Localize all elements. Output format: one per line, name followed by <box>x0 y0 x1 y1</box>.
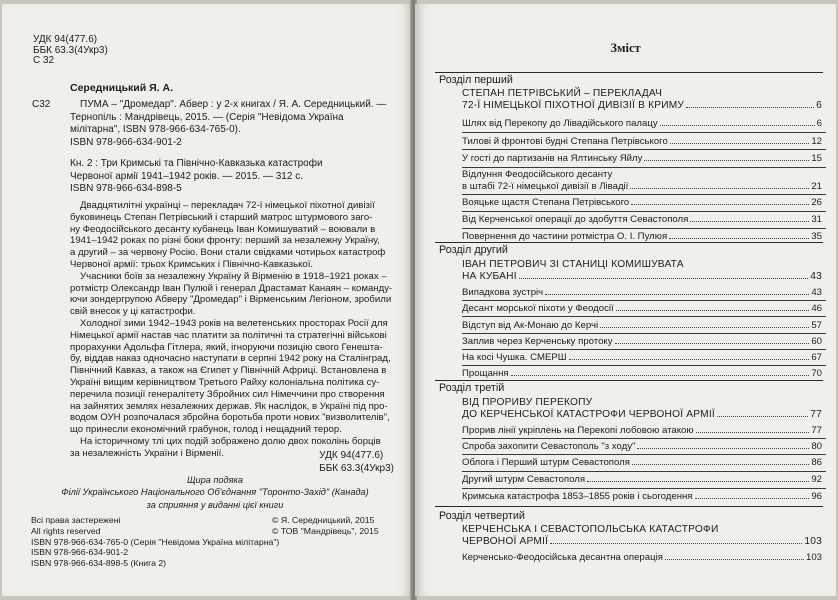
annotation-line: буковинець Степан Петрівський і старший матрос штурмового заго- <box>70 211 373 223</box>
annotation-line: що принесли економічний грабунок, голод і нещадний терор. <box>70 424 342 436</box>
section-title-line: НА КУБАНІ 43 <box>462 270 822 282</box>
annotation-line: перечила позиції генералітету Збройних сил Німеччини про створення <box>70 388 385 400</box>
rights-line: Всі права застережені <box>31 515 121 525</box>
annotation <box>70 200 392 460</box>
entry-divider <box>462 349 826 350</box>
section-heading: Розділ четвертий <box>439 510 525 522</box>
page-number: 15 <box>811 153 822 164</box>
author-mark: С 32 <box>33 55 55 67</box>
isbn-line: ISBN 978-966-634-898-5 (Книга 2) <box>31 558 167 569</box>
udk-code: УДК 94(477.6) <box>33 34 98 45</box>
toc-entry[interactable]: Відлуння Феодосійського десанту в штабі 72-ї німецької дивізії в Лівадії 21 <box>462 169 822 192</box>
toc-entry[interactable]: Облога і Перший штурм Севастополя 86 <box>462 457 822 468</box>
acknowledgement <box>20 474 410 511</box>
toc-entry[interactable]: Шлях від Перекопу до Лівадійського палацу 6 <box>462 118 822 129</box>
toc-entry[interactable]: Спроба захопити Севастополь "з ходу" 80 <box>462 441 822 452</box>
rights-line: All rights reserved <box>31 525 101 536</box>
contents-title: Зміст <box>610 41 641 55</box>
entry-divider <box>462 300 826 301</box>
entry-divider <box>462 132 826 133</box>
library-codes <box>33 34 108 66</box>
page-number: 12 <box>811 136 822 147</box>
toc-entry[interactable]: Повернення до частини ротмістра О. І. Пулюя 35 <box>462 231 822 242</box>
page-number: 43 <box>810 270 822 282</box>
toc-entry[interactable]: Керченсько-Феодосійська десантна операція 103 <box>462 552 822 563</box>
section-heading: Розділ другий <box>439 244 508 256</box>
annotation-line: за незалежність України і Вірменії. <box>70 447 224 459</box>
section-title-line: КЕРЧЕНСЬКА І СЕВАСТОПОЛЬСЬКА КАТАСТРОФИ <box>462 524 719 535</box>
entry-divider <box>462 488 826 489</box>
toc-entry[interactable]: Тилові й фронтові будні Степана Петрівського 12 <box>462 136 822 147</box>
section-rule <box>435 242 823 243</box>
section-title-line: ЧЕРВОНОЇ АРМІЇ 103 <box>462 535 822 547</box>
annotation-line: а другий – за червону Росію. Вони стали свідками чотирьох катастроф <box>70 247 386 259</box>
section-title <box>462 88 822 111</box>
page-number: 6 <box>816 118 822 129</box>
annotation-line: На історичному тлі цих подій зображено долю двох поколінь борців <box>80 435 381 447</box>
annotation-line: водом ОУН розпочалася збройна боротьба проти нових "визволителів", <box>70 412 390 424</box>
entry-divider <box>462 454 826 455</box>
section-rule <box>435 72 823 73</box>
contents-page <box>415 4 836 596</box>
page-number: 35 <box>811 231 822 242</box>
rights-block <box>31 515 279 569</box>
entry-line: ISBN 978-966-634-901-2 <box>70 136 182 148</box>
annotation-line: свій внесок у ці катастрофи. <box>70 306 196 318</box>
copyright-line: © Я. Середницький, 2015 <box>272 515 375 525</box>
copyright-block <box>272 515 379 537</box>
section-title <box>462 397 822 420</box>
annotation-line: Холодної зими 1942–1943 років на велетенських просторах Росії для <box>80 317 388 329</box>
udk-code: УДК 94(477.6) <box>319 450 384 461</box>
page-number: 70 <box>811 368 822 379</box>
annotation-line: Україні вищим керівництвом Третього Райху колоніальна політика су- <box>70 376 380 388</box>
annotation-line: Двадцятилітні українці – перекладач 72-ї німецької піхотної дивізії <box>80 200 375 211</box>
annotation-line: Північний Кавказ, а також на Єгипет у Північній Африці. Встановлена в <box>70 365 387 377</box>
copyright-page <box>2 4 412 596</box>
annotation-line: ну Феодосійського десанту кубанець Іван Комишуватий – воювали в <box>70 223 376 235</box>
annotation-line: ротмістр Олександр Іван Пулюй і генерал Драстамат Канаян – команду- <box>70 282 393 294</box>
toc-entry[interactable]: Відступ від Ак-Монаю до Керчі 57 <box>462 320 822 331</box>
page-number: 80 <box>811 441 822 452</box>
section-rule <box>435 380 823 381</box>
bbk-code: ББК 63.3(4Укр3) <box>33 44 108 56</box>
toc-entry[interactable]: Вояцьке щастя Степана Петрівського 26 <box>462 197 822 208</box>
toc-entry[interactable]: Кримська катастрофа 1853–1855 років і сьогодення 96 <box>462 491 822 502</box>
annotation-line: Німецької армії настав час платити за політичні та стратегічні військові <box>70 329 387 341</box>
isbn-line: ISBN 978-966-634-901-2 <box>31 547 129 558</box>
toc-entry[interactable]: Десант морської піхоти у Феодосії 46 <box>462 303 822 314</box>
isbn-line: ISBN 978-966-634-765-0 (Серія "Невідома Україна мілітарна") <box>31 536 280 547</box>
section-rule <box>435 506 823 507</box>
page-number: 77 <box>811 425 822 436</box>
annotation-line: бу, віддав наказ одночасно наступати в серпні 1942 року на Сталінград, <box>70 353 391 365</box>
entry-divider <box>462 149 826 150</box>
section-title-line: СТЕПАН ПЕТРІВСЬКИЙ – ПЕРЕКЛАДАЧ <box>462 88 663 99</box>
page-number: 92 <box>811 474 822 485</box>
acknowledgement-line: за сприяння у виданні цієї книги <box>146 499 284 510</box>
section-title-line: ДО КЕРЧЕНСЬКОЇ КАТАСТРОФИ ЧЕРВОНОЇ АРМІЇ 77 <box>462 408 822 420</box>
class-mark: С32 <box>32 99 51 110</box>
annotation-line: 1941–1942 роках по різні боки фронту: перший за незалежну Україну, <box>70 235 380 247</box>
section-title-line: ВІД ПРОРИВУ ПЕРЕКОПУ <box>462 397 593 408</box>
entry-divider <box>462 167 826 168</box>
entry-line: Тернопіль : Мандрівець, 2015. — (Серія "Невідома Україна <box>70 111 344 123</box>
toc-entry[interactable]: Другий штурм Севастополя 92 <box>462 474 822 485</box>
page-number: 46 <box>811 303 822 314</box>
entry-divider <box>462 333 826 334</box>
entry-divider <box>462 194 826 195</box>
acknowledgement-line: Щира подяка <box>187 475 243 485</box>
toc-entry[interactable]: Прорив лінії укріплень на Перекопі лобовою атакою 77 <box>462 425 822 436</box>
library-codes-bottom <box>319 449 394 475</box>
entry-divider <box>462 471 826 472</box>
entry-line: Червоної армії 1941–1942 років. — 2015. — 312 с. <box>70 170 303 182</box>
page-number: 6 <box>816 99 822 111</box>
annotation-line: ючи зондергрупою Абверу "Дромедар" і Вірменським Легіоном, зробили <box>70 294 392 306</box>
entry-line: мілітарна", ISBN 978-966-634-765-0). <box>70 124 241 136</box>
annotation-line: Учасники боїв за незалежну Україну й Вірменію в 1918–1921 роках – <box>80 270 387 282</box>
copyright-line: © ТОВ "Мандрівець", 2015 <box>272 525 379 536</box>
annotation-line: Червоної армії: трьох Кримських і Північно-Кавказької. <box>70 258 314 270</box>
section-title <box>462 259 822 282</box>
page-number: 60 <box>811 336 822 347</box>
section-title <box>462 524 822 547</box>
author-heading: Середницький Я. А. <box>70 82 174 94</box>
toc-entry[interactable]: Заплив через Керченську протоку 60 <box>462 336 822 347</box>
annotation-line: прорахунки Адольфа Гітлера, який, ігноруючи позицію свого Генешта- <box>70 341 383 353</box>
volume-bibliographic-entry <box>70 158 392 196</box>
entry-divider <box>462 438 826 439</box>
section-title-line: 72-Ї НІМЕЦЬКОЇ ПІХОТНОЇ ДИВІЗІЇ В КРИМУ 6 <box>462 99 822 111</box>
entry-line: Кн. 2 : Три Кримські та Північно-Кавказька катастрофи <box>70 158 323 169</box>
entry-line: ISBN 978-966-634-898-5 <box>70 183 182 195</box>
entry-divider <box>462 211 826 212</box>
toc-entry[interactable]: Випадкова зустріч 43 <box>462 287 822 298</box>
page-number: 21 <box>811 180 822 192</box>
entry-divider <box>462 365 826 366</box>
section-title-line: ІВАН ПЕТРОВИЧ ЗІ СТАНИЦІ КОМИШУВАТА <box>462 259 684 270</box>
page-number: 67 <box>811 352 822 363</box>
toc-entry[interactable]: На косі Чушка. СМЕРШ 67 <box>462 352 822 363</box>
page-number: 43 <box>811 287 822 298</box>
bbk-code: ББК 63.3(4Укр3) <box>319 463 394 474</box>
page-number: 57 <box>811 320 822 331</box>
page-number: 96 <box>811 491 822 502</box>
entry-line: ПУМА – "Дромедар". Абвер : у 2-х книгах / Я. А. Середницький. — <box>80 99 387 110</box>
page-number: 26 <box>811 197 822 208</box>
section-heading: Розділ перший <box>439 74 513 86</box>
page-number: 77 <box>810 408 822 420</box>
page-number: 103 <box>805 552 822 563</box>
page-number: 31 <box>811 214 822 225</box>
toc-entry[interactable]: Від Керченської операції до здобуття Севастополя 31 <box>462 214 822 225</box>
entry-divider <box>462 316 826 317</box>
section-heading: Розділ третій <box>439 382 505 394</box>
toc-entry[interactable]: Прощання 70 <box>462 368 822 379</box>
page-number: 103 <box>804 535 822 547</box>
annotation-line: на зайнятих землях незалежних держав. Як наслідок, в Україні під про- <box>70 400 388 412</box>
toc-entry[interactable]: У гості до партизанів на Ялтинську Яйлу 15 <box>462 153 822 164</box>
acknowledgement-line: Філії Українського Національного Об'єднання "Торонто-Захід" (Канада) <box>61 487 369 498</box>
page-number: 86 <box>811 457 822 468</box>
entry-divider <box>462 228 826 229</box>
main-bibliographic-entry <box>70 99 392 149</box>
